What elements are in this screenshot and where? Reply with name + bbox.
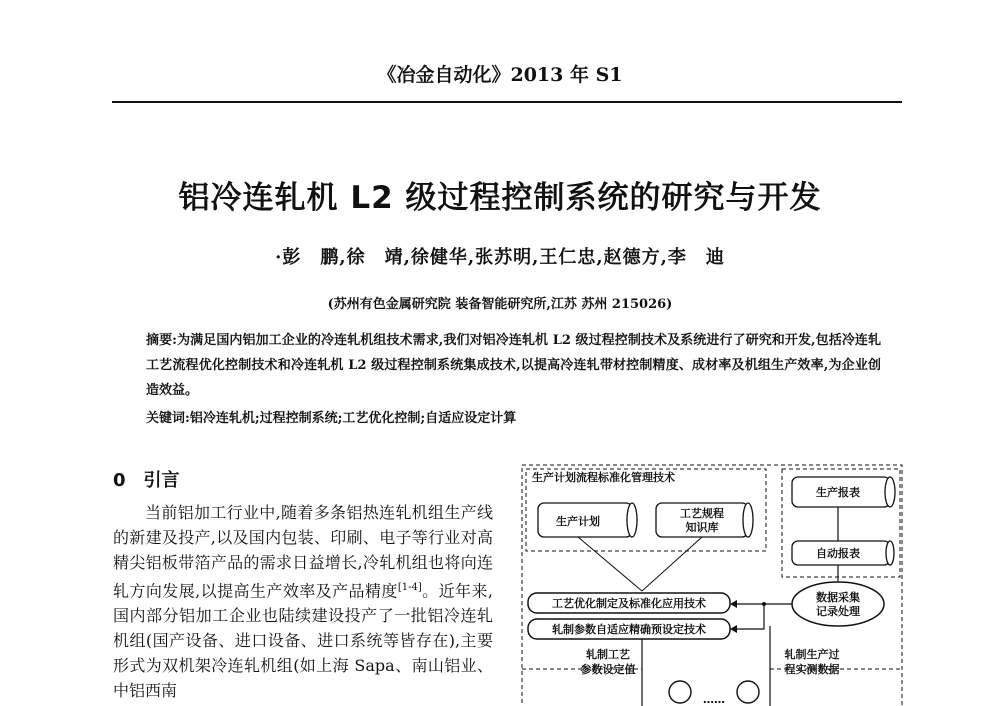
paragraph: 当前铝加工行业中,随着多条铝热连轧机组生产线的新建及投产,以及国内包装、印刷、电子等行业对高精尖铝板带箔产品的需求日益增长,冷轧机组也将向连轧方向发展,以提高生产效率及产品精度[1-4]。近年来,国内部分铝加工企业也陆续建设投产了一批铝冷连轧机组(国产设备、进口设备、进口系统等皆存在),主要形式为双机架冷连轧机组(如上海 Sapa、南山铝业、中铝西南: [113, 503, 493, 701]
preset-arrow: [733, 604, 764, 629]
stand-ellipsis: ……: [703, 693, 725, 706]
process-label-2: 知识库: [685, 521, 719, 534]
abstract-label: 摘要:: [146, 333, 177, 348]
data-collection-node: [792, 582, 884, 626]
abstract-text: 为满足国内铝加工企业的冷连轧机组技术需求,我们对铝冷连轧机 L2 级过程控制技术及系统进行了研究和开发,包括冷连轧工艺流程优化控制技术和冷连轧机 L2 级过程控制系统集成技术,以提高冷连轧带材控制精度、成材率及机组生产效率,为企业创造效益。: [146, 333, 881, 398]
right-label-1: 轧制生产过: [784, 648, 840, 661]
preset-arrowhead: [730, 625, 737, 633]
journal-header: 《冶金自动化》2013 年 S1: [377, 64, 623, 86]
body-column: [113, 500, 493, 703]
left-label-1: 轧制工艺: [586, 648, 630, 661]
data-label-2: 记录处理: [816, 605, 860, 618]
process-link: [642, 537, 702, 591]
junction-dot: [762, 602, 766, 606]
author-list: ·彭 鹏,徐 靖,徐健华,张苏明,王仁忠,赵德方,李 迪: [275, 247, 725, 268]
keywords-label: 关键词:: [146, 411, 190, 426]
auto-report-cylinder: [792, 541, 894, 565]
paper-title: 铝冷连轧机 L2 级过程控制系统的研究与开发: [178, 180, 822, 216]
opt-tech-label: 工艺优化制定及标准化应用技术: [552, 597, 706, 610]
plan-label: 生产计划: [556, 515, 600, 528]
affiliation: (苏州有色金属研究院 装备智能研究所,江苏 苏州 215026): [327, 297, 673, 312]
report-label: 生产报表: [816, 486, 860, 499]
right-label-2: 程实测数据: [784, 663, 840, 676]
preset-tech-label: 轧制参数自适应精确预设定技术: [552, 623, 706, 636]
opt-arrowhead: [730, 600, 737, 608]
keywords-text: 铝冷连轧机;过程控制系统;工艺优化控制;自适应设定计算: [189, 411, 517, 426]
left-label-2: 参数设定值: [580, 663, 636, 676]
plan-group-label: 生产计划流程标准化管理技术: [532, 471, 675, 484]
abstract: [146, 328, 881, 403]
section-heading: 0 引言: [113, 470, 180, 491]
process-cylinder: [656, 503, 753, 537]
stand-2: [737, 681, 759, 703]
process-label-1: 工艺规程: [680, 507, 724, 520]
plan-cylinder: [538, 503, 637, 537]
citation: [1-4]: [397, 582, 422, 593]
system-figure: [520, 463, 905, 706]
stand-1: [669, 681, 691, 703]
data-label-1: 数据采集: [816, 591, 860, 604]
plan-link: [578, 537, 642, 591]
header-rule: [112, 101, 902, 103]
auto-report-label: 自动报表: [816, 547, 860, 560]
report-cylinder: [792, 477, 895, 507]
keywords: [146, 407, 881, 426]
